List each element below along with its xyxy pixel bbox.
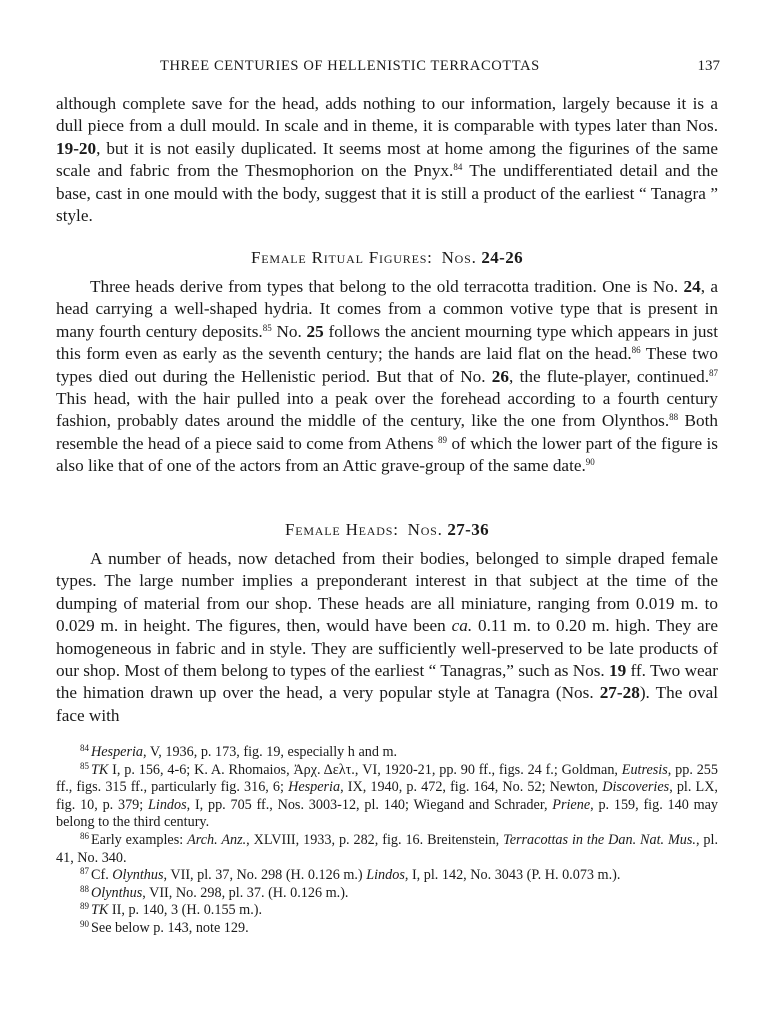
footnote-text: , I, pp. 705 ff., Nos. 3003-12, pl. 140; Wiegand and Schrader, (186, 796, 553, 813)
footnote-89 (56, 902, 718, 920)
italic-citation: Olynthus (91, 884, 143, 901)
footnote-text: , I, pl. 142, No. 3043 (P. H. 0.073 m.). (404, 867, 621, 884)
italic-citation: Olynthus (112, 867, 164, 884)
catalogue-number: 26 (491, 366, 509, 386)
catalogue-number: 24 (683, 277, 701, 296)
greek-citation: Ἀρχ. Δελτ. (293, 761, 355, 778)
footnote-number: 90 (80, 918, 89, 929)
text-segment: later than Nos. (615, 116, 718, 136)
footnote-number: 88 (80, 883, 89, 894)
footnote-ref-90[interactable]: 90 (585, 457, 595, 468)
catalogue-number: 19 (609, 661, 627, 681)
paragraph-female-heads (56, 548, 718, 727)
text-segment: This head, with the hair pulled into a peak over the forehead according to a fourth century fashion, probably dates around the middle of the century, like the one from Olynthos. (56, 389, 718, 431)
footnote-number: 85 (80, 760, 89, 771)
text-line: The undifferentiated detail and the base, cast in one mould with the body, suggest that (56, 161, 719, 203)
footnote-ref-87[interactable]: 87 (709, 367, 718, 378)
italic-citation: Hesperia (288, 779, 341, 796)
footnote-text: II, p. 140, 3 (H. 0.155 m.). (108, 902, 263, 919)
footnote-ref-84[interactable]: 84 (453, 162, 463, 173)
text-segment: A number of heads, now detached from their bodies, belonged to simple draped female types. The large number implies a preponderant interest in that subject at the time of the dumping of material from our shop. These heads are all miniature, ranging from 0.019 m. to 0.029 m. in height. The figures, then, would have been (56, 549, 718, 636)
catalogue-number: 19-20 (56, 138, 97, 158)
text-segment: ). The oval face with (56, 683, 718, 725)
footnote-ref-85[interactable]: 85 (262, 322, 272, 333)
footnote-ref-88[interactable]: 88 (669, 412, 679, 423)
italic-citation: TK (91, 902, 109, 919)
text-segment: Three heads derive from types that belong to the old terracotta tradition. One is No. (90, 277, 684, 296)
footnote-text: , pl. LX, fig. 10, p. 379; (56, 779, 718, 813)
text-line: the figurines of the same scale and fabric from the Thesmophorion on the Pnyx. (56, 138, 718, 181)
footnote-84 (56, 744, 718, 762)
footnote-text: I, p. 156, 4-6; K. A. Rhomaios, (108, 761, 294, 778)
catalogue-range: 27-36 (447, 520, 490, 539)
footnote-ref-86[interactable]: 86 (631, 345, 641, 356)
section-heading-ritual-figures (56, 248, 718, 268)
text-segment: 0.11 m. to 0.20 m. high. They are homogeneous in fabric and in style. They are sufficiently well-preserved to be late products of our shop. Most of them belong to types of the earliest “ Tanagras,” such as Nos. (56, 616, 718, 681)
paragraph-ritual-figures (56, 276, 718, 478)
italic-citation: Lindos (147, 796, 187, 813)
footnote-86 (56, 832, 718, 867)
italic-abbrev: ca. (451, 616, 473, 636)
italic-citation: TK (91, 761, 109, 778)
footnote-ref-89[interactable]: 89 (438, 434, 447, 445)
running-header (160, 58, 720, 75)
text-segment: , but it is not easily duplicated. It seems most at home among (96, 138, 536, 158)
footnote-88 (56, 885, 718, 903)
footnote-text: See below p. 143, note 129. (91, 919, 249, 936)
text-line: although complete save for the head, adds nothing to our information, largely because (56, 94, 671, 113)
text-segment: These two types died out during the Hellenistic period. But that of No. (56, 344, 718, 386)
footnote-text: , VII, No. 298, pl. 37. (H. 0.126 m.). (142, 884, 349, 901)
footnote-number: 89 (80, 901, 89, 912)
nos-label: Nos. (441, 248, 477, 267)
footnote-text: , pl. 41, No. 340. (56, 831, 719, 866)
text-line: it is a dull piece from a dull mould. In scale and in theme, it is comparable with types (56, 94, 718, 136)
text-segment: , the flute-player, continued. (508, 366, 709, 386)
footnote-87 (56, 867, 718, 885)
nos-label: Nos. (407, 520, 443, 539)
footnote-text: , IX, 1940, p. 472, fig. 164, No. 52; Newton, (340, 779, 603, 796)
text-segment: follows the ancient mourning type which appears in just this form even as early as the seventh century; the hands are laid flat on the head. (56, 321, 718, 364)
footnote-90 (56, 920, 718, 938)
footnote-text: , VI, 1920-21, pp. 90 ff., figs. 24 f.; Goldman, (354, 761, 622, 778)
italic-citation: Arch. Anz. (187, 831, 247, 848)
section-colon: : (393, 520, 399, 539)
section-colon: : (427, 248, 433, 267)
paragraph-continued (56, 93, 718, 227)
text-segment: ff. Two wear the himation drawn up over the head, a very popular style at Tanagra (Nos. (56, 661, 718, 703)
catalogue-number: 25 (306, 321, 324, 341)
section-heading-female-heads (56, 520, 718, 540)
footnote-text: Early examples: (91, 831, 188, 848)
footnote-text: , VII, pl. 37, No. 298 (H. 0.126 m.) (163, 867, 367, 884)
italic-citation: Eutresis (621, 761, 668, 778)
section-title: Female Heads (284, 520, 394, 539)
italic-citation: Lindos (366, 867, 405, 884)
footnote-text: Cf. (91, 867, 113, 884)
text-segment: No. (271, 321, 307, 341)
italic-citation: Discoveries (602, 779, 670, 796)
footnote-number: 87 (80, 866, 89, 877)
catalogue-number: 27-28 (599, 683, 640, 703)
page-number: 137 (697, 58, 720, 74)
footnotes (56, 744, 718, 938)
text-segment: , a head carrying a well-shaped hydria. It comes from a common votive type that is present in many fourth century deposits. (56, 277, 718, 341)
running-title: THREE CENTURIES OF HELLENISTIC TERRACOTTAS (160, 58, 540, 74)
footnote-text: , p. 159, fig. 140 may belong to the third century. (56, 796, 719, 831)
text-segment: of which the lower part of the figure is also like that of one of the actors from an Attic grave-group of the same date. (56, 433, 718, 476)
italic-citation: Priene (552, 796, 591, 813)
footnote-number: 84 (80, 743, 89, 753)
italic-citation: Hesperia (91, 744, 144, 760)
footnote-text: , XLVIII, 1933, p. 282, fig. 16. Breitenstein, (246, 831, 504, 848)
footnote-85 (56, 762, 718, 832)
footnote-text: , V, 1936, p. 173, fig. 19, especially h and m. (143, 744, 398, 760)
section-title: Female Ritual Figures (250, 248, 428, 267)
footnote-number: 86 (80, 830, 89, 841)
italic-citation: Terracottas in the Dan. Nat. Mus. (503, 831, 696, 848)
text-segment: Both resemble the head of a piece said to come from Athens (56, 411, 718, 453)
footnote-text: , pp. 255 ff., figs. 315 ff., particularly fig. 316, 6; (56, 761, 718, 796)
text-line: it is still a product of the earliest “ Tanagra ” style. (56, 183, 718, 226)
catalogue-range: 24-26 (481, 248, 524, 267)
